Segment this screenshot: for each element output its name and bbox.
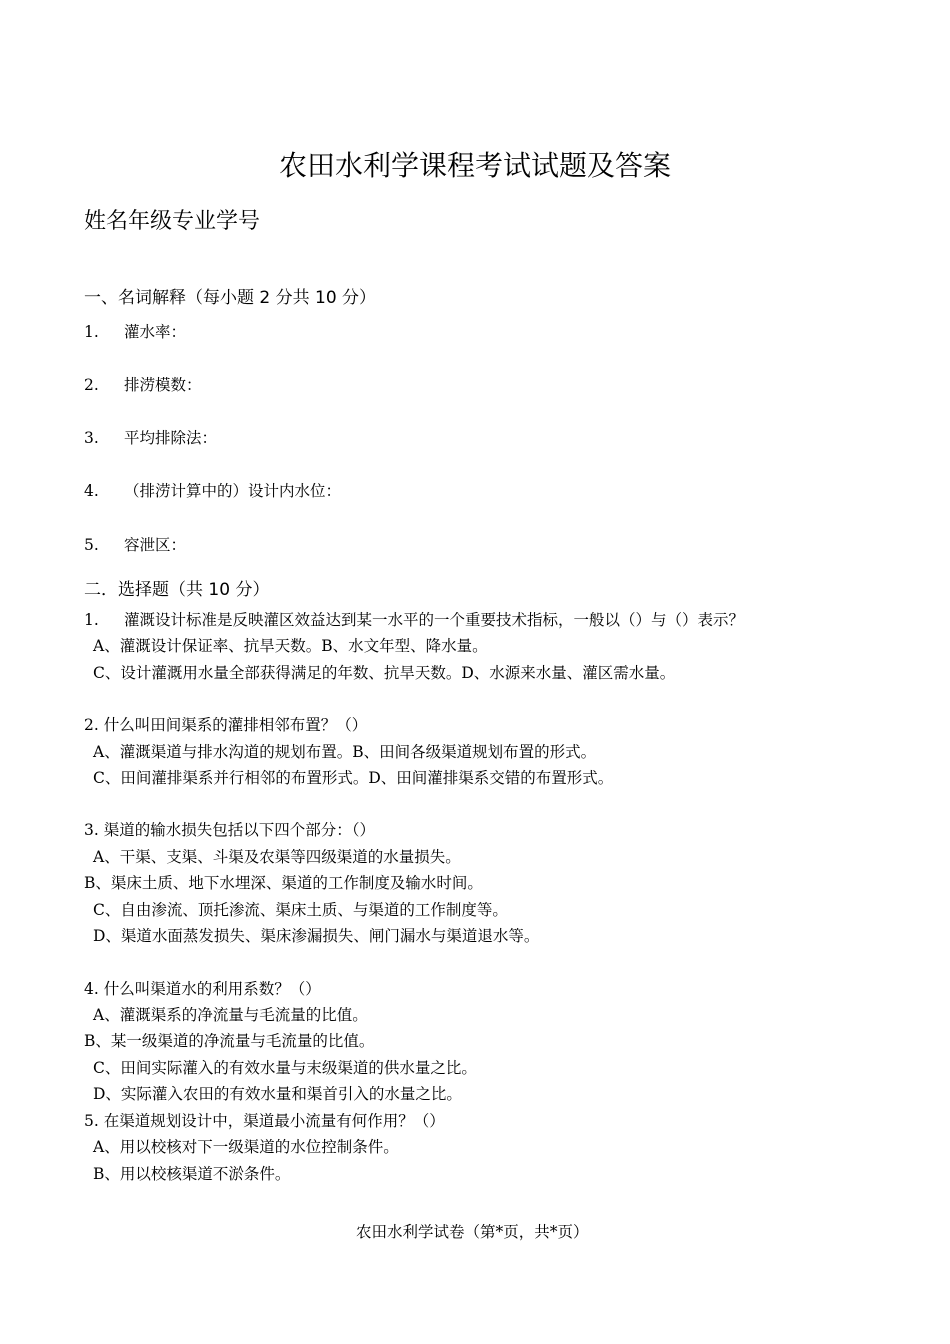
question-5-stem: 5. 在渠道规划设计中，渠道最小流量有何作用？（）: [84, 1112, 445, 1130]
question-4-stem: 4. 什么叫渠道水的利用系数？（）: [84, 980, 321, 998]
term-2-text: 排涝模数：: [124, 376, 202, 394]
student-info-line: 姓名年级专业学号: [84, 209, 261, 234]
question-4-option-d: D、实际灌入农田的有效水量和渠首引入的水量之比。: [93, 1085, 462, 1103]
question-5-option-b: B、用以校核渠道不淤条件。: [93, 1165, 291, 1183]
question-4-option-c: C、田间实际灌入的有效水量与末级渠道的供水量之比。: [93, 1059, 477, 1077]
question-3-option-a: A、干渠、支渠、斗渠及农渠等四级渠道的水量损失。: [93, 848, 461, 866]
question-2-stem: 2. 什么叫田间渠系的灌排相邻布置？（）: [84, 716, 368, 734]
term-3-number: 3.: [84, 429, 99, 447]
term-1-text: 灌水率：: [124, 323, 187, 341]
question-1-number: 1.: [84, 611, 99, 629]
term-4-number: 4.: [84, 482, 99, 500]
question-3-option-c: C、自由渗流、顶托渗流、渠床土质、与渠道的工作制度等。: [93, 901, 508, 919]
question-3-option-d: D、渠道水面蒸发损失、渠床渗漏损失、闸门漏水与渠道退水等。: [93, 927, 540, 945]
question-1-options-cd: C、设计灌溉用水量全部获得满足的年数、抗旱天数。D、水源来水量、灌区需水量。: [93, 664, 676, 682]
question-1-options-ab: A、灌溉设计保证率、抗旱天数。B、水文年型、降水量。: [93, 637, 488, 655]
question-5-option-a: A、用以校核对下一级渠道的水位控制条件。: [93, 1138, 399, 1156]
question-3-option-b: B、渠床土质、地下水埋深、渠道的工作制度及输水时间。: [84, 874, 483, 892]
page-footer: 农田水利学试卷（第*页，共*页）: [356, 1223, 589, 1241]
question-2-options-cd: C、田间灌排渠系并行相邻的布置形式。D、田间灌排渠系交错的布置形式。: [93, 769, 614, 787]
term-5-text: 容泄区：: [124, 536, 187, 554]
section-1-heading: 一、名词解释（每小题 2 分共 10 分）: [84, 288, 377, 308]
section-2-heading: 二．选择题（共 10 分）: [84, 580, 270, 600]
term-3-text: 平均排除法：: [124, 429, 218, 447]
page-title: 农田水利学课程考试试题及答案: [278, 149, 671, 182]
question-4-option-a: A、灌溉渠系的净流量与毛流量的比值。: [93, 1006, 368, 1024]
term-1-number: 1.: [84, 323, 99, 341]
term-4-text: （排涝计算中的）设计内水位：: [124, 482, 342, 500]
question-1-stem: 灌溉设计标准是反映灌区效益达到某一水平的一个重要技术指标，一般以（）与（）表示？: [124, 611, 745, 629]
question-2-options-ab: A、灌溉渠道与排水沟道的规划布置。B、田间各级渠道规划布置的形式。: [93, 743, 597, 761]
term-5-number: 5.: [84, 536, 99, 554]
question-4-option-b: B、某一级渠道的净流量与毛流量的比值。: [84, 1032, 375, 1050]
term-2-number: 2.: [84, 376, 99, 394]
question-3-stem: 3. 渠道的输水损失包括以下四个部分：（）: [84, 821, 375, 839]
